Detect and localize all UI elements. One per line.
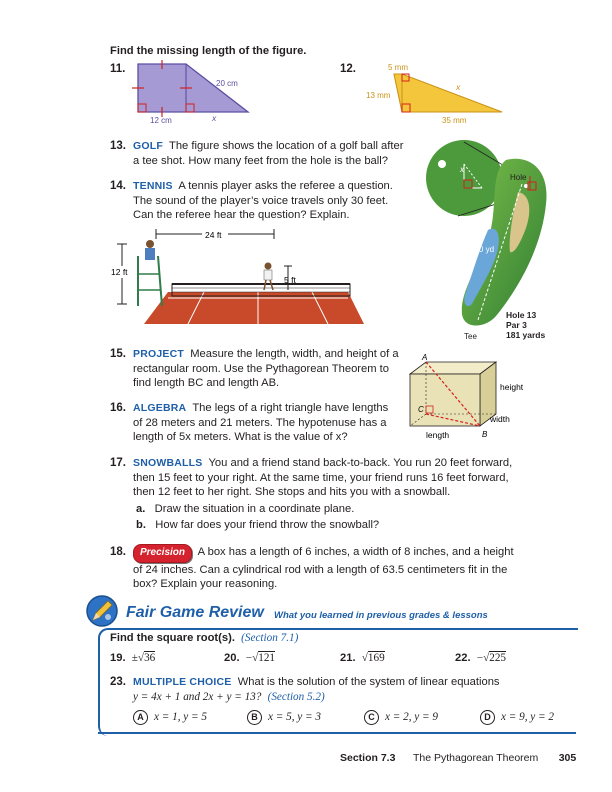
section-ref-7-1: (Section 7.1) bbox=[241, 632, 299, 644]
exercise-23-text: MULTIPLE CHOICE What is the solution of the system of linear equations y = 4x + 1 and 2x + y = 13? (Section 5.2) bbox=[133, 676, 500, 703]
section-ref-5-2: (Section 5.2) bbox=[267, 690, 325, 703]
exercise-13-number: 13. bbox=[110, 140, 126, 152]
keyword-project: PROJECT bbox=[133, 348, 184, 360]
exercise-12-number: 12. bbox=[340, 63, 356, 75]
keyword-golf: GOLF bbox=[133, 140, 163, 152]
label-24ft: 24 ft bbox=[205, 230, 222, 240]
label-height: height bbox=[500, 382, 524, 392]
instruction: Find the missing length of the figure. bbox=[110, 45, 307, 57]
review-instruction: Find the square root(s). (Section 7.1) bbox=[110, 632, 299, 644]
exercise-16-number: 16. bbox=[110, 402, 126, 414]
exercise-17b: b. How far does your friend throw the snowball? bbox=[136, 519, 380, 531]
keyword-tennis: TENNIS bbox=[133, 180, 173, 192]
exercise-18-text: Precision A box has a length of 6 inches, a width of 8 inches, and a height of 24 inches. Can a cylindrical rod with a length of 63.5 centimeters fit in the box? Explain your reasoning. bbox=[133, 546, 514, 590]
footer-title: The Pythagorean Theorem bbox=[412, 752, 539, 764]
golf-hole-figure bbox=[418, 134, 558, 344]
choice-b[interactable]: B x = 5, y = 3 bbox=[247, 710, 321, 725]
exercise-18-number: 18. bbox=[110, 546, 126, 558]
label-12cm: 12 cm bbox=[150, 116, 172, 125]
label-par-3: Par 3 bbox=[506, 320, 527, 330]
label-a: A bbox=[422, 353, 428, 362]
label-180yd: 180 yd bbox=[470, 245, 495, 254]
label-x: x bbox=[460, 165, 464, 174]
exercise-15-number: 15. bbox=[110, 348, 126, 360]
precision-badge: Precision bbox=[133, 544, 192, 563]
label-length: length bbox=[426, 430, 450, 440]
label-b: B bbox=[482, 430, 488, 439]
label-c: C bbox=[418, 405, 424, 414]
exercise-17a: a. Draw the situation in a coordinate plane. bbox=[136, 503, 355, 515]
label-5ft: 5 ft bbox=[284, 275, 296, 285]
keyword-multiple-choice: MULTIPLE CHOICE bbox=[133, 676, 232, 688]
trapezoid-figure bbox=[130, 60, 260, 126]
label-hole: Hole bbox=[510, 173, 527, 182]
exercise-16-text: ALGEBRA The legs of a right triangle have lengths of 28 meters and 21 meters. The hypotenuse has a length of 5x meters. What is the value of x? bbox=[133, 402, 389, 443]
footer bbox=[340, 752, 576, 764]
triangle-figure bbox=[362, 60, 522, 126]
keyword-snowballs: SNOWBALLS bbox=[133, 457, 203, 469]
label-13mm: 13 mm bbox=[366, 91, 391, 100]
label-tee: Tee bbox=[464, 332, 477, 341]
label-20cm: 20 cm bbox=[216, 79, 238, 88]
exercise-13-text: GOLF The figure shows the location of a golf ball after a tee shot. How many feet from the hole is the ball? bbox=[133, 140, 404, 167]
choice-d[interactable]: D x = 9, y = 2 bbox=[480, 710, 554, 725]
review-item-20: 20. −√121 bbox=[224, 652, 276, 664]
footer-section: Section 7.3 bbox=[340, 752, 396, 764]
page-number: 305 bbox=[558, 752, 577, 764]
review-item-22: 22. −√225 bbox=[455, 652, 507, 664]
label-hole-13: Hole 13 bbox=[506, 310, 537, 320]
keyword-algebra: ALGEBRA bbox=[133, 402, 187, 414]
label-12ft: 12 ft bbox=[111, 267, 128, 277]
label-x: x bbox=[212, 113, 217, 123]
label-width: width bbox=[490, 414, 510, 424]
exercise-15-text: PROJECT Measure the length, width, and height of a rectangular room. Use the Pythagorean Theorem to find length BC and length AB. bbox=[133, 348, 399, 389]
exercise-17-text: SNOWBALLS You and a friend stand back-to-back. You run 20 feet forward, then 15 feet to your right. At the same time, your friend runs 16 feet forward, then 12 feet to her right. She stops and hits you with a snowball. bbox=[133, 457, 513, 498]
review-item-21: 21. √169 bbox=[340, 652, 385, 664]
choice-c[interactable]: C x = 2, y = 9 bbox=[364, 710, 438, 725]
choice-a[interactable]: A x = 1, y = 5 bbox=[133, 710, 207, 725]
tennis-court-figure bbox=[108, 226, 368, 328]
label-35mm: 35 mm bbox=[442, 116, 467, 125]
label-x: x bbox=[456, 82, 461, 92]
exercise-17-number: 17. bbox=[110, 457, 126, 469]
review-title: Fair Game Review bbox=[126, 604, 264, 621]
box-figure bbox=[392, 352, 552, 446]
exercise-14-text: TENNIS A tennis player asks the referee a question. The sound of the player’s voice travels only 30 feet. Can the referee hear the question? Explain. bbox=[133, 180, 393, 221]
review-subtitle: What you learned in previous grades & lessons bbox=[274, 610, 488, 621]
exercise-23-number: 23. bbox=[110, 676, 126, 688]
review-bottom-rule bbox=[98, 732, 576, 734]
exercise-11-number: 11. bbox=[110, 63, 126, 75]
label-181-yards: 181 yards bbox=[506, 330, 546, 340]
review-item-19: 19. ±√36 bbox=[110, 652, 156, 664]
label-5mm: 5 mm bbox=[388, 63, 408, 72]
exercise-14-number: 14. bbox=[110, 180, 126, 192]
pencil-icon bbox=[84, 593, 120, 629]
